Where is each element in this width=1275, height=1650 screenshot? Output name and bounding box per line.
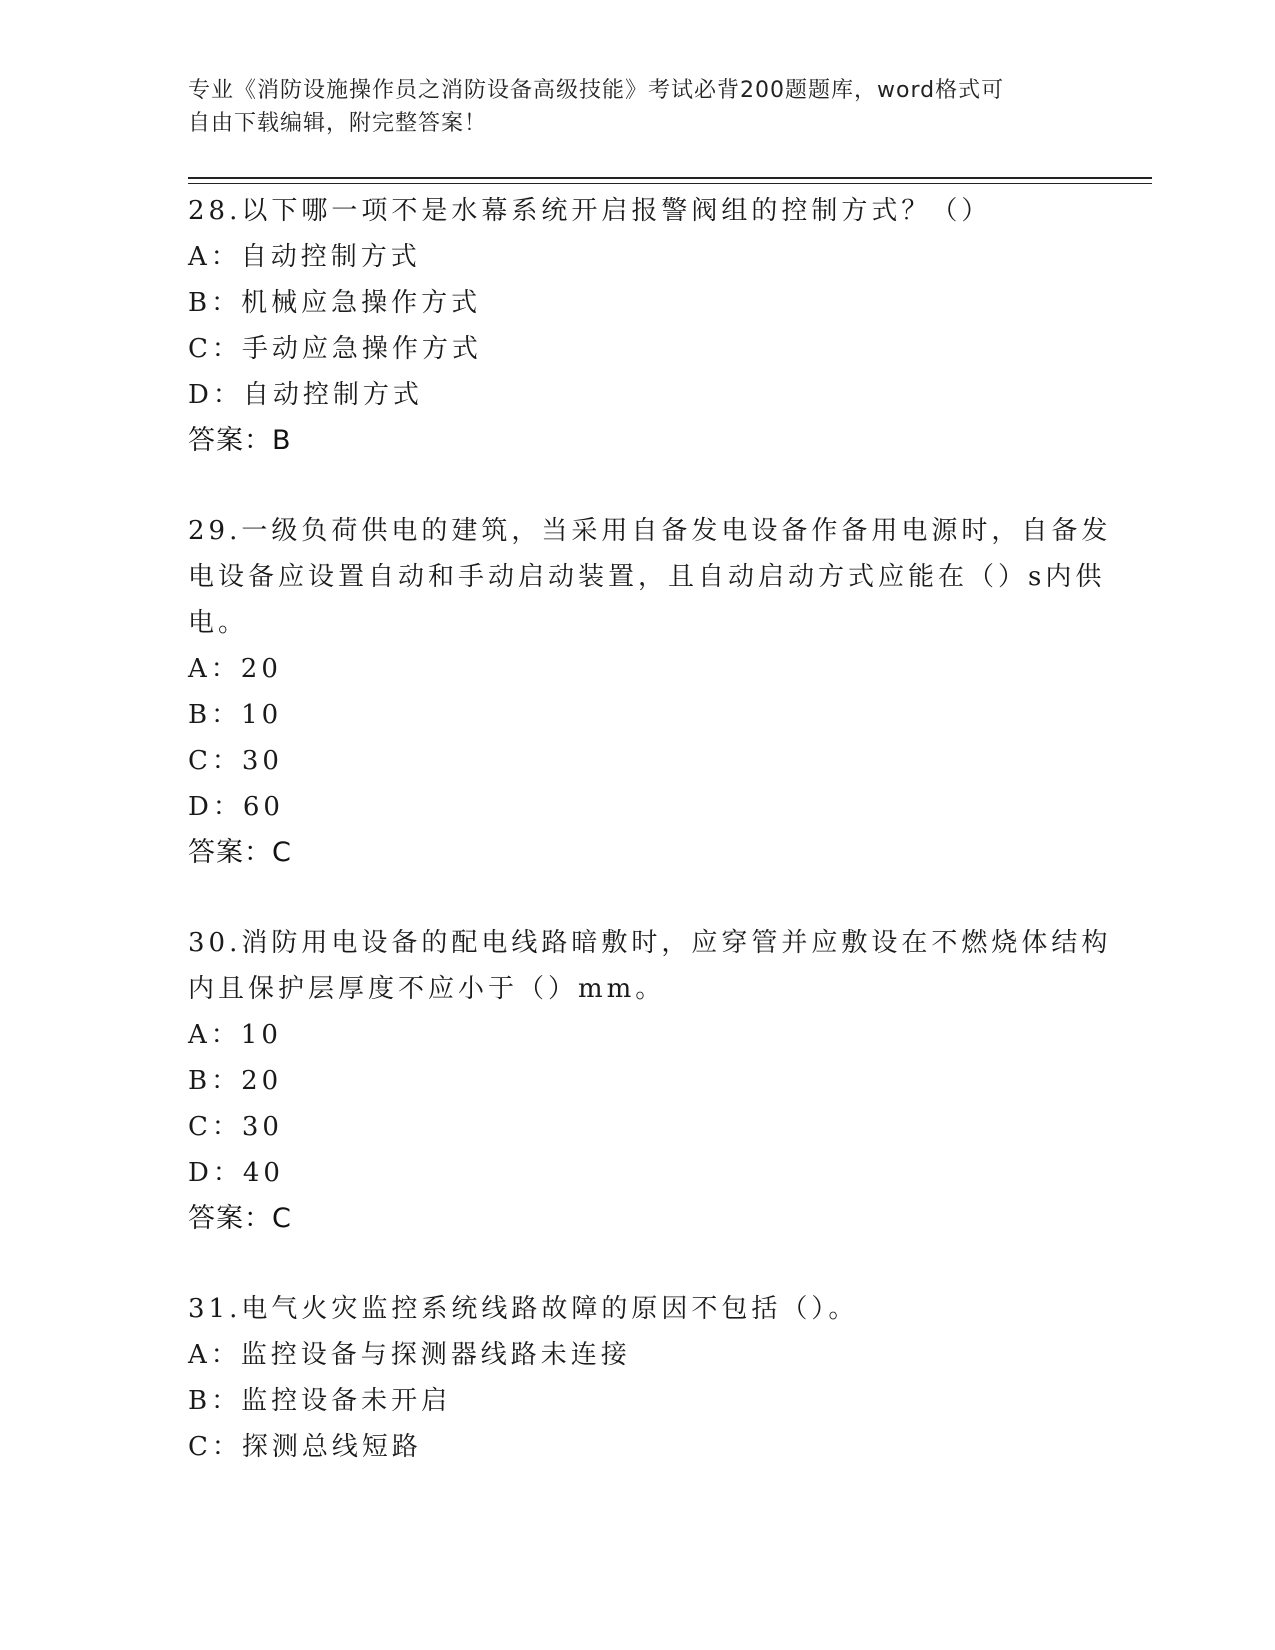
header-line-2: 自由下载编辑，附完整答案！ bbox=[188, 111, 488, 136]
option-c: C：30 bbox=[188, 1112, 283, 1142]
option-d: D：自动控制方式 bbox=[188, 380, 423, 410]
answer-text: 答案：B bbox=[188, 425, 292, 456]
option-a: A：监控设备与探测器线路未连接 bbox=[188, 1340, 631, 1370]
document-header bbox=[188, 74, 1068, 140]
option-d: D：40 bbox=[188, 1158, 284, 1188]
header-divider-thin bbox=[188, 183, 1152, 184]
option-a: A：20 bbox=[188, 654, 282, 684]
option-b: B：20 bbox=[188, 1066, 283, 1096]
question-text: 28.以下哪一项不是水幕系统开启报警阀组的控制方式？（） bbox=[188, 196, 992, 226]
header-line-1: 专业《消防设施操作员之消防设备高级技能》考试必背200题题库，word格式可 bbox=[188, 78, 1005, 103]
option-c: C：探测总线短路 bbox=[188, 1432, 422, 1462]
answer-text: 答案：C bbox=[188, 837, 292, 868]
answer-text: 答案：C bbox=[188, 1203, 292, 1234]
question-30 bbox=[188, 920, 1112, 1242]
question-28 bbox=[188, 188, 1088, 464]
option-d: D：60 bbox=[188, 792, 284, 822]
question-text-line-1: 30.消防用电设备的配电线路暗敷时，应穿管并应敷设在不燃烧体结构 bbox=[188, 928, 1112, 958]
question-text-line-1: 29.一级负荷供电的建筑，当采用自备发电设备作备用电源时，自备发 bbox=[188, 516, 1112, 546]
question-text-line-2: 电设备应设置自动和手动启动装置，且自动启动方式应能在（）s内供 bbox=[188, 562, 1106, 592]
question-text-line-3: 电。 bbox=[188, 608, 249, 638]
option-a: A：10 bbox=[188, 1020, 282, 1050]
header-divider-thick bbox=[188, 177, 1152, 179]
option-b: B：监控设备未开启 bbox=[188, 1386, 452, 1416]
question-text-line-2: 内且保护层厚度不应小于（）mm。 bbox=[188, 974, 666, 1004]
option-b: B：机械应急操作方式 bbox=[188, 288, 482, 318]
question-29 bbox=[188, 508, 1112, 876]
question-31 bbox=[188, 1286, 1088, 1470]
option-c: C：30 bbox=[188, 746, 283, 776]
question-text: 31.电气火灾监控系统线路故障的原因不包括（）。 bbox=[188, 1294, 859, 1324]
option-c: C：手动应急操作方式 bbox=[188, 334, 482, 364]
option-b: B：10 bbox=[188, 700, 283, 730]
question-list bbox=[188, 188, 1112, 1514]
option-a: A：自动控制方式 bbox=[188, 242, 421, 272]
